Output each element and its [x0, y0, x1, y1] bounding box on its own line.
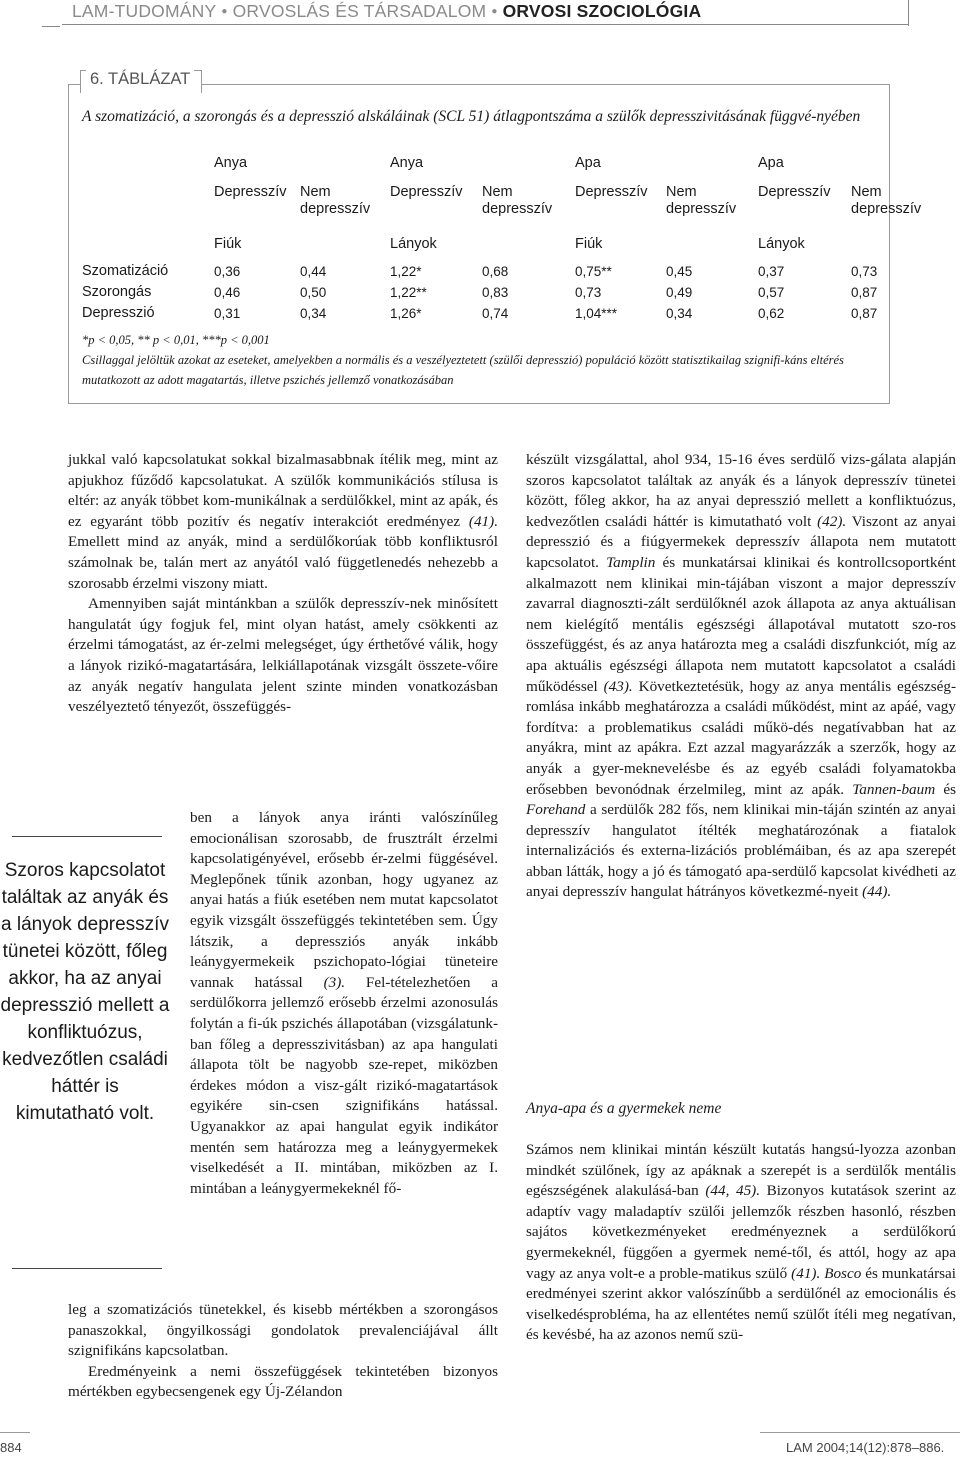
left-ref-41: (41). [468, 512, 498, 530]
right-p1c: és munkatársai klinikai és kontrollcsoportként alkalmazott nem klinikai min-tájában viszont a major depresszív zavarral diagnoszti-zált serdülőknél azok állapota az anya aktuálisan nem kielégítő mentális egészségi állapotával mutatott szo-ros összefüggést, és az anya határozta meg a családi diszfunkciót, míg az apa aktuális egészségi állapota nem mutatott kapcsolatot a családi működéssel [526, 553, 957, 695]
left-narrow-text-b: Fel-tételezhetően a serdülőkorra jellemző erősebb érzelmi azonosulás folytán a fi-úk pszichés állapotában (vizsgálatunk-ban főleg a depresszivitásban) az apa hangulati állapota tölt be nagyobb sze-repet, miközben érdekes módon a visz-gált rizikó-magatartások egyikére sin-csen szignifikáns hatással. Ugyanakkor az apai hangulat egyik indikátor mentén sem határozza meg a leánygyermekek viselkedését a II. mintában, miközben az I. mintában a leánygyermekeknél fő- [190, 973, 499, 1197]
right-column-bottom [526, 1140, 956, 1346]
header-rule-right [908, 0, 909, 26]
pullquote: Szoros kapcsolatot találtak az anyák és a lányok depresszív tünetei között, főleg akkor, ha az anyai depresszió mellett a konfliktuózus, kedvezőtlen családi háttér is kimutatható volt. [0, 860, 170, 1124]
page-number: 884 [0, 1440, 22, 1455]
table-note-significance: *p < 0,05, ** p < 0,01, ***p < 0,001 [82, 333, 270, 347]
table-cell: 0,44 [300, 264, 327, 279]
right-p2b: Bizonyos kutatások szerint az adaptív vagy maladaptív szülői jellemzők részben hasonló, részben sajátos következményeket eredményeznek a serdülőkorú gyermekeknél, függően a gyermek nemé-től, és attól, hogy az apa vagy az anya volt-e a proble-matikus szülő [526, 1182, 956, 1282]
left-column-top [68, 450, 498, 718]
running-header [42, 0, 922, 26]
left-column-bottom [68, 1300, 498, 1403]
right-and: és [943, 780, 956, 798]
row-label: Szomatizáció [82, 263, 169, 279]
left-narrow-paragraph [190, 808, 498, 1199]
col-nem-2 [482, 184, 552, 218]
col-group-3: Fiúk [575, 236, 603, 252]
right-p1d: Következtetésük, hogy az anya mentális egészség-romlása inkább meghatározza a családi működést, mint az apáé, vagy fordítva: a problematikus családi műkö-dés negatívabban hat az anyákra, mint az apákra. Ezt azzal magyarázzák a szerzők, hogy az anyák a gyer-meknevelésbe és az egyéb családi folyamatokba erősebben bevonódnak érzelmileg, mint az apák. [526, 677, 957, 798]
table-cell: 1,22* [390, 264, 422, 279]
table-cell: 1,26* [390, 306, 422, 321]
table-cell: 0,34 [666, 306, 693, 321]
citation: LAM 2004;14(12):878–886. [786, 1440, 945, 1455]
col-nem-2-b: depresszív [482, 201, 553, 217]
col-dep-1: Depresszív [214, 184, 287, 200]
col-nem-4-a: Nem [851, 184, 882, 200]
right-p2c: és munkatársai eredményei szerint akkor valószínűbb a serdülőnél az emocionális és viselkedésprobléma, ha az ellentétes nemű szülőt ítéli meg negatívan, és kevésbé, ha az azonos nemű szü- [526, 1264, 956, 1344]
col-nem-3-b: depresszív [666, 201, 737, 217]
left-ref-3: (3). [323, 973, 346, 991]
right-p2a: Számos nem klinikai mintán készült kutatás hangsú-lyozza azonban mindkét szülőnek, így az apáknak a szerepét is a serdülők mentális egészségének alakulásá-ban [526, 1141, 956, 1200]
footer-rule-left [0, 1432, 30, 1433]
right-ref-41: (41). [791, 1264, 821, 1282]
left-paragraph-3: Eredményeink a nemi összefüggések tekintetében bizonyos mértékben egybecsengenek egy Új-Zélandon [68, 1362, 498, 1401]
header-text [72, 1, 701, 22]
col-parent-1: Anya [214, 155, 248, 171]
row-label: Szorongás [82, 284, 152, 300]
left-paragraph-1 [68, 450, 498, 594]
footer-rule-right [760, 1432, 960, 1433]
col-dep-3: Depresszív [575, 184, 648, 200]
col-dep-2: Depresszív [390, 184, 463, 200]
table-cell: 0,75** [575, 264, 612, 279]
table-cell: 0,34 [300, 306, 327, 321]
col-nem-3 [666, 184, 736, 218]
right-paragraph-1 [526, 450, 956, 903]
right-ref-43: (43). [603, 677, 633, 695]
right-paragraph-2 [526, 1140, 956, 1346]
table-cell: 0,68 [482, 264, 509, 279]
col-nem-1 [300, 184, 370, 218]
right-p1a: készült vizsgálattal, ahol 934, 15-16 éves serdülő vizs-gálata alapján szoros kapcsolatot találtak az anyák és a lányok depresszív tünetei között, főleg akkor, ha az anyai depresszió mellett a konfliktuózus, kedvezőtlen családi háttér is kimutatható volt [526, 451, 956, 530]
table-cell: 0,31 [214, 306, 241, 321]
col-parent-3: Apa [575, 155, 601, 171]
table-cell: 0,49 [666, 285, 693, 300]
table-cell: 0,50 [300, 285, 327, 300]
table-cell: 0,87 [851, 285, 878, 300]
author-tannenbaum: Tannen-baum [852, 780, 936, 798]
right-p1e: a serdülők 282 fős, nem klinikai min-táján szintén az anyai depresszív hangulatot ítélték meghatározónak a fiatalok internalizációs és externa-lizációs problémáiban, és az apa szerepét abban látták, hogy a jó és támogató apa-serdülő kapcsolat kivédheti az anyai depresszív hangulat hátrányos következmé-nyeit [526, 801, 957, 901]
col-nem-2-a: Nem [482, 184, 513, 200]
table-note-explanation: Csillaggal jelöltük azokat az eseteket, amelyekben a normális és a veszélyeztetett (szülői depresszió) populáció között statisztikailag szignifi-káns eltérés mutatkozott az adott magatartás, illetve pszichés jellemző vonatkozásában [82, 353, 844, 387]
col-nem-4-b: depresszív [851, 201, 922, 217]
table-cell: 1,04*** [575, 306, 618, 321]
table-cell: 0,83 [482, 285, 509, 300]
table-cell: 0,46 [214, 285, 241, 300]
col-group-2: Lányok [390, 236, 437, 252]
col-group-4: Lányok [758, 236, 805, 252]
bullet-icon: ● [491, 6, 498, 17]
col-dep-4: Depresszív [758, 184, 831, 200]
pullquote-rule-top [12, 836, 162, 837]
table-cell: 0,74 [482, 306, 509, 321]
table-label: 6. TÁBLÁZAT [86, 70, 194, 89]
header-part-1: LAM-TUDOMÁNY [72, 1, 217, 21]
table-cell: 0,36 [214, 264, 241, 279]
table-cell: 0,37 [758, 264, 785, 279]
table-cell: 0,62 [758, 306, 785, 321]
bullet-icon: ● [221, 6, 228, 17]
right-ref-44: (44). [862, 883, 892, 901]
right-ref-42: (42). [817, 512, 847, 530]
left-column-narrow [190, 808, 498, 1199]
col-nem-1-a: Nem [300, 184, 331, 200]
right-p1b: Viszont az anyai depresszió és a fiúgyermekek depresszív állapota nem mutatott kapcsolatot. [526, 512, 956, 571]
table-cell: 0,57 [758, 285, 785, 300]
left-narrow-text: ben a lányok anya iránti valószínűleg emocionálisan szorosabb, de frusztrált érzelmi kapcsolatigényével, erősebb ér-zelmi függésével. Meglepőnek tűnik azonban, hogy ugyanez az anyai hatás a fiúk esetében nem mutat kapcsolatot egyik vizsgált összefüggés tekintetében sem. Úgy látszik, a depressziós anyák inkább leánygyermekeik pszichopato-lógiai tüneteire vannak hatással [190, 809, 498, 991]
col-nem-1-b: depresszív [300, 201, 371, 217]
left-paragraph-2: Amennyiben saját mintánkban a szülők depresszív-nek minősített hangulatát úgy fogjuk fel, mint olyan hatást, amely csökkenti az érzelmi támogatást, az ér-zelmi melegséget, úgy érthetővé válik, hogy a lányok rizikó-magatartására, lelkiállapotának vizsgált összete-vőire az anyák negatív hangulata jelent szinte minden vonatkozásban veszélyeztető tényezőt, összefüggés- [68, 595, 498, 716]
col-parent-4: Apa [758, 155, 784, 171]
pullquote-rule-bottom [12, 1268, 162, 1269]
header-rule-left [42, 26, 60, 27]
table-cell: 0,45 [666, 264, 693, 279]
left-p1b-text: Emellett mind az anyák, mind a serdülőkorúak több konfliktusról számolnak be, talán mert az anyától való függetlenedés nehezebb a szorosabb érzelmi viszony miatt. [68, 533, 498, 592]
author-forehand: Forehand [526, 801, 586, 819]
table-cell: 0,73 [575, 285, 602, 300]
right-column-top [526, 450, 956, 903]
col-nem-4 [851, 184, 921, 218]
header-part-2: ORVOSLÁS ÉS TÁRSADALOM [232, 1, 487, 21]
header-part-3: ORVOSI SZOCIOLÓGIA [502, 1, 702, 21]
col-group-1: Fiúk [214, 236, 242, 252]
row-label: Depresszió [82, 305, 155, 321]
table-cell: 1,22** [390, 285, 427, 300]
table-cell: 0,73 [851, 264, 878, 279]
col-parent-2: Anya [390, 155, 424, 171]
left-bottom-paragraph: leg a szomatizációs tünetekkel, és kisebb mértékben a szorongásos panaszokkal, öngyilkossági gondolatok prevalenciájával állt szignifikáns kapcsolatban. [68, 1301, 498, 1360]
table-caption: A szomatizáció, a szorongás és a depresszió alskáláinak (SCL 51) átlagpontszáma a szülők depresszivitásának függvé-nyében [82, 108, 861, 125]
author-tamplin: Tamplin [606, 553, 656, 571]
left-p1-text: jukkal való kapcsolatukat sokkal bizalmasabbnak ítélik meg, mint az apjukhoz fűződő kapcsolatukat. A szülők kommunikációs stílusa is eltér: az anyák többet kom-munikálnak a serdülőkkel, mint az apák, és ez egyaránt több pozitív és negatív interakciót eredményez [68, 451, 498, 530]
table-cell: 0,87 [851, 306, 878, 321]
col-nem-3-a: Nem [666, 184, 697, 200]
author-bosco: Bosco [824, 1264, 862, 1282]
section-subheading: Anya-apa és a gyermekek neme [526, 1100, 722, 1117]
right-ref-4445: (44, 45). [705, 1182, 761, 1200]
